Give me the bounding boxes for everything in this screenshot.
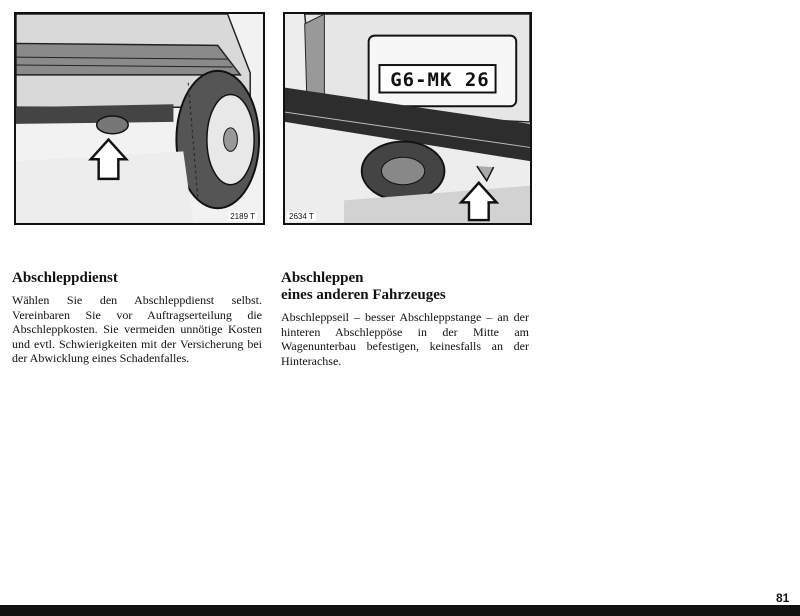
figure-code: 2189 T bbox=[230, 212, 255, 221]
section-body: Abschleppseil – besser Abschleppstange – an der hinteren Abschleppöse in der Mitte am Wagenunterbau befestigen, keinesfalls an der Hinterachse. bbox=[281, 310, 529, 368]
arrow-up-icon bbox=[285, 14, 530, 223]
section-abschleppen-fahrzeug bbox=[281, 270, 529, 368]
section-abschleppdienst bbox=[12, 270, 262, 366]
section-heading: Abschleppdienst bbox=[12, 270, 118, 286]
license-plate-text: G6-MK 26 bbox=[390, 69, 490, 91]
figure-towing-eye-rear bbox=[283, 12, 532, 225]
figure-code: 2634 T bbox=[289, 212, 314, 221]
page-number: 81 bbox=[776, 591, 790, 605]
page-bottom-edge bbox=[0, 605, 800, 616]
section-body: Wählen Sie den Abschleppdienst selbst. Vereinbaren Sie vor Auftragserteilung die Abschleppkosten. Sie vermeiden unnötige Kosten und evtl. Schwierigkeiten mit der Versicherung bei der Abwicklung eines Schadenfalles. bbox=[12, 293, 262, 366]
arrow-up-icon bbox=[16, 14, 263, 223]
figure-towing-eye-underside bbox=[14, 12, 265, 225]
section-heading: Abschleppen eines anderen Fahrzeuges bbox=[281, 270, 446, 303]
